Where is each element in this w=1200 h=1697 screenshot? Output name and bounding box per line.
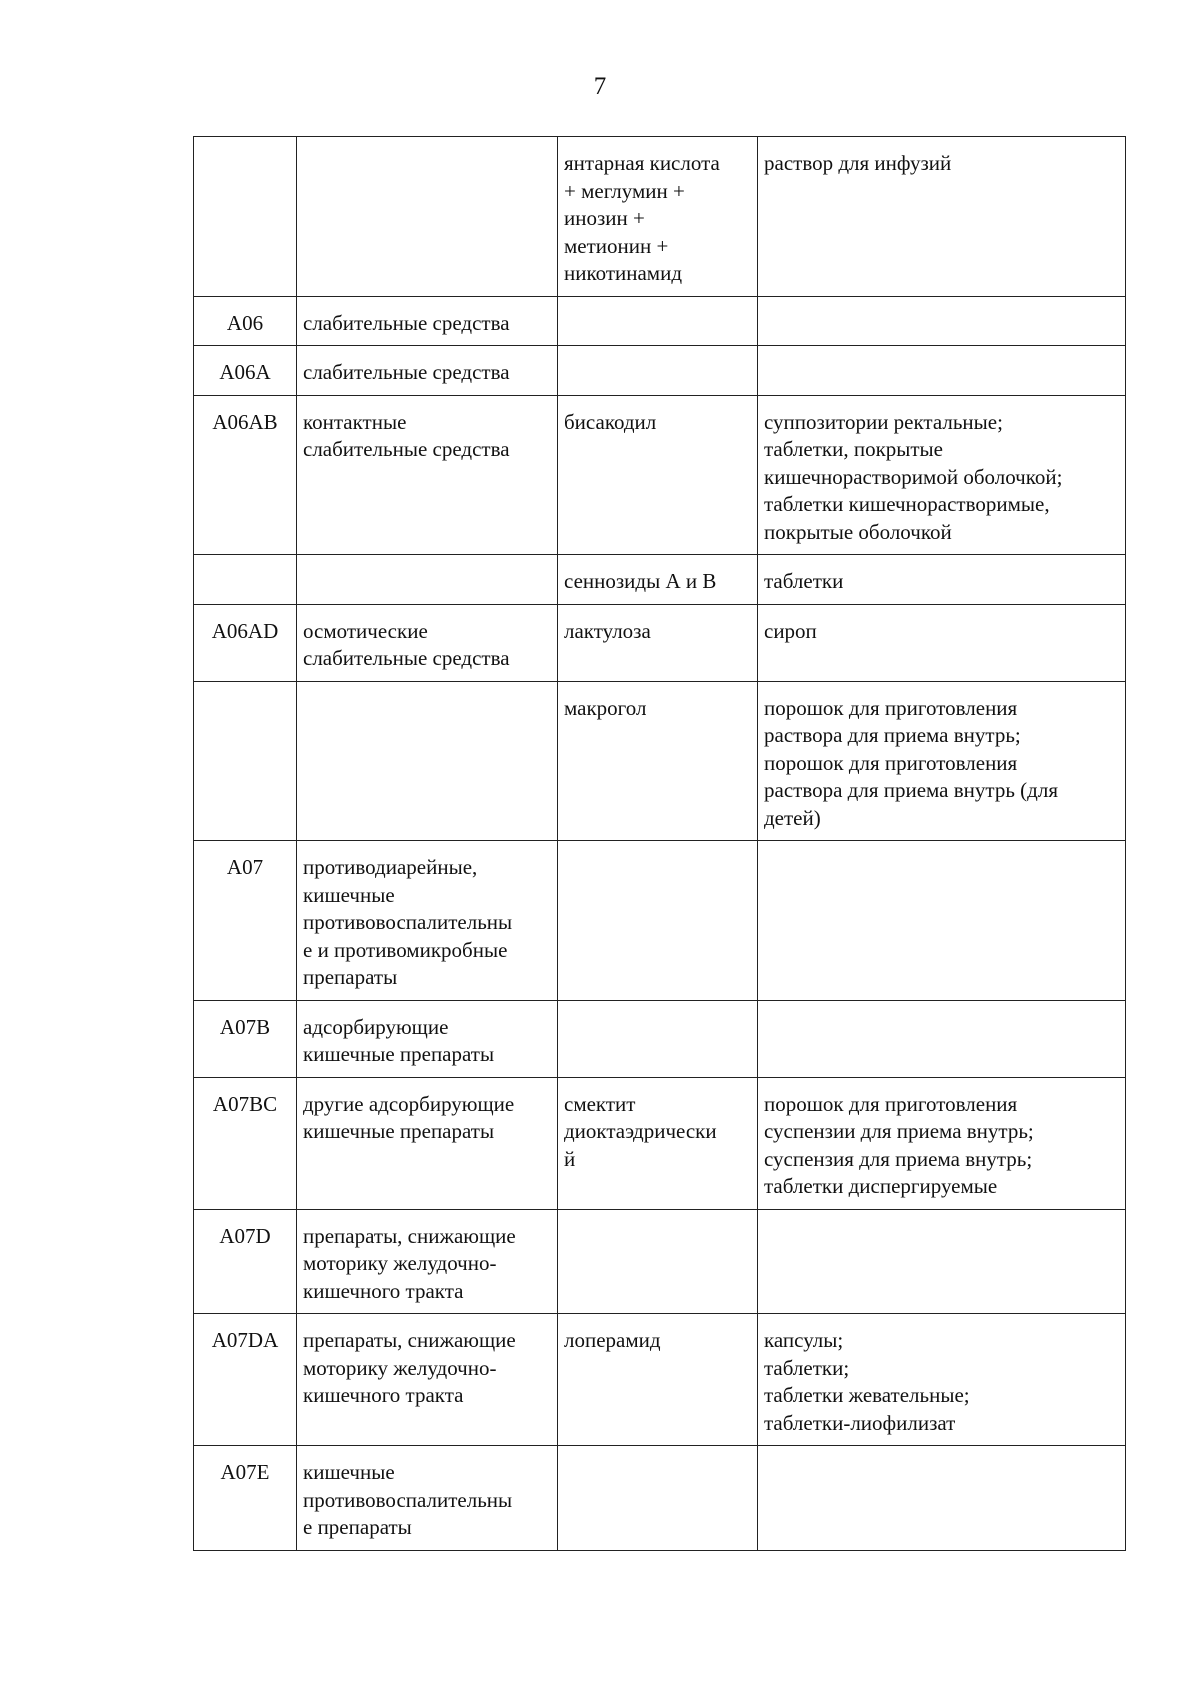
atc-code-cell: A07E	[194, 1446, 297, 1551]
drug-classification-table	[193, 136, 1126, 1551]
atc-code-cell: A07BC	[194, 1077, 297, 1209]
group-name-line: адсорбирующие	[303, 1014, 449, 1039]
group-name-line: слабительные средства	[303, 646, 510, 670]
substance-line: инозин +	[564, 206, 645, 230]
dosage-form-line: раствора для приема внутрь (для	[764, 778, 1058, 802]
table-row	[194, 1209, 1126, 1314]
group-name-cell	[297, 1446, 558, 1551]
group-name-cell	[297, 296, 558, 346]
substance-line: й	[564, 1146, 576, 1171]
table-row	[194, 346, 1126, 396]
substance-line: метионин +	[564, 233, 669, 258]
page-number: 7	[593, 73, 607, 100]
group-name-cell	[297, 1077, 558, 1209]
atc-code-cell: A06AB	[194, 395, 297, 555]
substance-line: лактулоза	[564, 618, 651, 643]
atc-code-cell: A07DA	[194, 1314, 297, 1446]
atc-code-cell: A06AD	[194, 604, 297, 681]
group-name-line: кишечного тракта	[303, 1278, 464, 1303]
dosage-form-line: таблетки, покрытые	[764, 437, 943, 461]
substance-cell	[558, 346, 758, 396]
dosage-form-cell	[758, 1314, 1126, 1446]
dosage-form-line: порошок для приготовления	[764, 695, 1018, 720]
table-row	[194, 395, 1126, 555]
substance-cell	[558, 681, 758, 841]
group-name-line: слабительные средства	[303, 360, 510, 384]
atc-code-cell: A07D	[194, 1209, 297, 1314]
substance-cell	[558, 604, 758, 681]
group-name-line: кишечные препараты	[303, 1042, 495, 1066]
group-name-cell	[297, 1209, 558, 1314]
atc-code-cell: A07B	[194, 1000, 297, 1077]
group-name-line: кишечные	[303, 1460, 395, 1484]
dosage-form-line: суппозитории ректальные;	[764, 409, 1003, 434]
dosage-form-line: порошок для приготовления	[764, 1091, 1018, 1116]
dosage-form-line: таблетки-лиофилизат	[764, 1410, 956, 1435]
substance-cell	[558, 1209, 758, 1314]
dosage-form-cell	[758, 604, 1126, 681]
dosage-form-line: покрытые оболочкой	[764, 519, 952, 544]
substance-line: сеннозиды А и В	[564, 569, 717, 593]
group-name-line: противовоспалительны	[303, 910, 513, 934]
dosage-form-line: сироп	[764, 618, 817, 643]
group-name-line: осмотические	[303, 618, 428, 643]
group-name-cell	[297, 1000, 558, 1077]
group-name-line: слабительные средства	[303, 437, 510, 461]
group-name-line: е и противомикробные	[303, 937, 508, 962]
dosage-form-line: раствора для приема внутрь;	[764, 723, 1021, 747]
dosage-form-cell	[758, 841, 1126, 1001]
table-row	[194, 296, 1126, 346]
dosage-form-cell	[758, 1209, 1126, 1314]
atc-code-cell	[194, 137, 297, 297]
dosage-form-cell	[758, 1446, 1126, 1551]
group-name-line: моторику желудочно-	[303, 1251, 497, 1275]
substance-cell	[558, 137, 758, 297]
substance-line: + меглумин +	[564, 178, 685, 203]
group-name-line: моторику желудочно-	[303, 1355, 497, 1380]
group-name-cell	[297, 681, 558, 841]
dosage-form-cell	[758, 1077, 1126, 1209]
substance-cell	[558, 1000, 758, 1077]
substance-cell	[558, 1446, 758, 1551]
group-name-line: е препараты	[303, 1515, 412, 1539]
substance-cell	[558, 555, 758, 605]
table-row	[194, 1077, 1126, 1209]
group-name-line: препараты	[303, 965, 398, 989]
group-name-line: противодиарейные,	[303, 855, 478, 879]
substance-line: никотинамид	[564, 261, 683, 285]
group-name-cell	[297, 604, 558, 681]
group-name-cell	[297, 555, 558, 605]
substance-line: макрогол	[564, 695, 647, 720]
dosage-form-line: детей)	[764, 805, 821, 830]
group-name-line: кишечные препараты	[303, 1119, 495, 1143]
substance-line: бисакодил	[564, 409, 657, 434]
group-name-cell	[297, 841, 558, 1001]
table-row	[194, 1314, 1126, 1446]
table-row	[194, 681, 1126, 841]
dosage-form-cell	[758, 346, 1126, 396]
group-name-line: препараты, снижающие	[303, 1328, 516, 1352]
table-row	[194, 1446, 1126, 1551]
dosage-form-line: таблетки диспергируемые	[764, 1174, 998, 1198]
dosage-form-cell	[758, 681, 1126, 841]
table-row	[194, 137, 1126, 297]
dosage-form-line: суспензии для приема внутрь;	[764, 1119, 1034, 1143]
dosage-form-cell	[758, 137, 1126, 297]
group-name-cell	[297, 395, 558, 555]
group-name-line: другие адсорбирующие	[303, 1091, 515, 1116]
dosage-form-line: суспензия для приема внутрь;	[764, 1146, 1033, 1171]
dosage-form-cell	[758, 1000, 1126, 1077]
substance-cell	[558, 296, 758, 346]
dosage-form-line: таблетки;	[764, 1355, 850, 1380]
group-name-cell	[297, 1314, 558, 1446]
group-name-line: слабительные средства	[303, 310, 510, 335]
table-row	[194, 604, 1126, 681]
group-name-line: противовоспалительны	[303, 1487, 513, 1512]
substance-line: диоктаэдрически	[564, 1119, 717, 1143]
atc-code-cell: A06A	[194, 346, 297, 396]
substance-line: смектит	[564, 1091, 636, 1116]
dosage-form-cell	[758, 555, 1126, 605]
group-name-line: контактные	[303, 409, 407, 434]
table-row	[194, 841, 1126, 1001]
substance-cell	[558, 1077, 758, 1209]
substance-line: лоперамид	[564, 1328, 661, 1352]
dosage-form-line: таблетки жевательные;	[764, 1383, 970, 1407]
atc-code-cell	[194, 555, 297, 605]
group-name-line: кишечные	[303, 882, 395, 907]
dosage-form-line: раствор для инфузий	[764, 151, 952, 175]
table-row	[194, 1000, 1126, 1077]
table-body	[194, 137, 1126, 1551]
group-name-cell	[297, 346, 558, 396]
dosage-form-line: таблетки	[764, 569, 844, 593]
table-row	[194, 555, 1126, 605]
dosage-form-line: таблетки кишечнорастворимые,	[764, 492, 1050, 516]
dosage-form-cell	[758, 296, 1126, 346]
substance-cell	[558, 841, 758, 1001]
atc-code-cell: A06	[194, 296, 297, 346]
atc-code-cell: A07	[194, 841, 297, 1001]
dosage-form-line: порошок для приготовления	[764, 750, 1018, 775]
substance-cell	[558, 395, 758, 555]
atc-code-cell	[194, 681, 297, 841]
substance-line: янтарная кислота	[564, 151, 720, 175]
dosage-form-cell	[758, 395, 1126, 555]
dosage-form-line: кишечнорастворимой оболочкой;	[764, 464, 1063, 489]
group-name-line: препараты, снижающие	[303, 1223, 516, 1248]
group-name-cell	[297, 137, 558, 297]
group-name-line: кишечного тракта	[303, 1383, 464, 1407]
substance-cell	[558, 1314, 758, 1446]
dosage-form-line: капсулы;	[764, 1328, 844, 1352]
